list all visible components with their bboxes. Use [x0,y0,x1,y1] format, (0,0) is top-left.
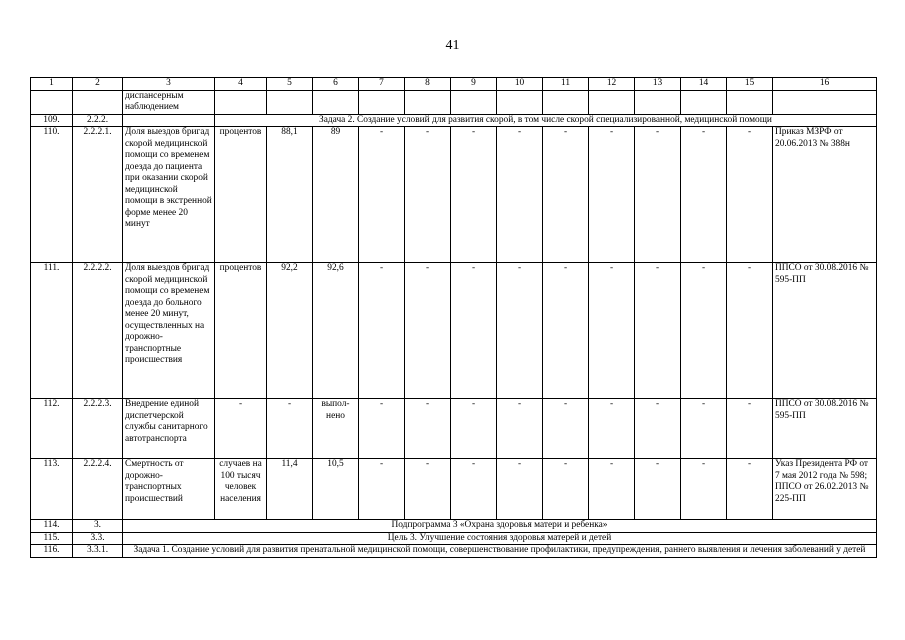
header-cell: 13 [635,78,681,91]
header-cell: 6 [313,78,359,91]
unit: - [215,399,267,459]
value: - [497,263,543,399]
table-row [31,399,877,459]
header-cell: 15 [727,78,773,91]
indicator-name: Смертность от дорожно-транспортных происшествий [123,459,215,520]
value: - [681,459,727,520]
value: - [543,127,589,263]
value: - [589,127,635,263]
page-number: 41 [445,38,460,53]
row-code: 2.2.2.4. [73,459,123,520]
row-number: 109. [31,114,73,127]
source-document: ППСО от 30.08.2016 № 595-ПП [773,263,877,399]
value: - [543,459,589,520]
value: - [589,263,635,399]
value: - [635,459,681,520]
table-row [31,263,877,399]
source-document: Указ Президента РФ от 7 мая 2012 года № 598; ППСО от 26.02.2013 № 225-ПП [773,459,877,520]
header-cell: 8 [405,78,451,91]
header-cell: 1 [31,78,73,91]
value: - [451,127,497,263]
value: - [451,399,497,459]
task-title: Задача 2. Создание условий для развития скорой, в том числе скорой специализированной, медицинской помощи [215,114,877,127]
row-number: 116. [31,545,73,558]
indicators-table [30,77,877,558]
unit: процентов [215,263,267,399]
task-row [31,545,877,558]
value: - [727,459,773,520]
subprogram-row [31,520,877,533]
header-cell: 2 [73,78,123,91]
source-document: ППСО от 30.08.2016 № 595-ПП [773,399,877,459]
row-code: 2.2.2. [73,114,123,127]
task-title: Задача 1. Создание условий для развития пренатальной медицинской помощи, совершенствование профилактики, предупреждения, раннего выявления и лечения заболеваний у детей [123,545,877,558]
indicator-name: диспансерным наблюдением [123,90,215,114]
row-code: 3.3. [73,532,123,545]
value: - [635,399,681,459]
unit: случаев на 100 тысяч человек населения [215,459,267,520]
row-code: 2.2.2.2. [73,263,123,399]
header-cell: 11 [543,78,589,91]
value: 92,2 [267,263,313,399]
value: 89 [313,127,359,263]
value: - [359,127,405,263]
table-row [31,459,877,520]
unit: процентов [215,127,267,263]
table-row [31,127,877,263]
goal-row [31,532,877,545]
value: - [405,263,451,399]
value: выпол-нено [313,399,359,459]
value: - [497,399,543,459]
value: - [727,263,773,399]
value: - [497,127,543,263]
row-number: 110. [31,127,73,263]
value: - [543,399,589,459]
value: - [681,399,727,459]
value: - [589,459,635,520]
value: - [727,399,773,459]
row-number: 112. [31,399,73,459]
value: - [497,459,543,520]
row-code: 3. [73,520,123,533]
task-row [31,114,877,127]
value: - [267,399,313,459]
header-cell: 7 [359,78,405,91]
value: 88,1 [267,127,313,263]
indicator-name: Доля выездов бригад скорой медицинской помощи со временем доезда до больного менее 20 минут, осуществленных на дорожно-транспортные происшествия [123,263,215,399]
value: - [635,263,681,399]
value: - [543,263,589,399]
indicator-name: Внедрение единой диспетчерской службы санитарного автотранспорта [123,399,215,459]
row-code: 2.2.2.3. [73,399,123,459]
header-row [31,78,877,91]
value: - [405,127,451,263]
subprogram-title: Подпрограмма 3 «Охрана здоровья матери и ребенка» [123,520,877,533]
header-cell: 14 [681,78,727,91]
value: - [681,127,727,263]
row-number: 115. [31,532,73,545]
header-cell: 5 [267,78,313,91]
value: 92,6 [313,263,359,399]
value: 11,4 [267,459,313,520]
row-code: 3.3.1. [73,545,123,558]
row-code: 2.2.2.1. [73,127,123,263]
header-cell: 16 [773,78,877,91]
header-cell: 12 [589,78,635,91]
row-number: 114. [31,520,73,533]
value: - [727,127,773,263]
value: - [405,459,451,520]
header-cell: 9 [451,78,497,91]
row-number [31,90,73,114]
header-cell: 4 [215,78,267,91]
header-cell: 10 [497,78,543,91]
row-number: 113. [31,459,73,520]
continuation-row [31,90,877,114]
value: - [451,263,497,399]
value: - [359,399,405,459]
row-code [73,90,123,114]
value: - [589,399,635,459]
header-cell: 3 [123,78,215,91]
value: - [681,263,727,399]
value: - [359,263,405,399]
row-number: 111. [31,263,73,399]
indicator-name: Доля выездов бригад скорой медицинской помощи со временем доезда до пациента при оказании скорой медицинской помощи в экстренной форме менее 20 минут [123,127,215,263]
value: 10,5 [313,459,359,520]
source-document: Приказ МЗРФ от 20.06.2013 № 388н [773,127,877,263]
value: - [359,459,405,520]
goal-title: Цель 3. Улучшение состояния здоровья матерей и детей [123,532,877,545]
value: - [405,399,451,459]
value: - [635,127,681,263]
value: - [451,459,497,520]
